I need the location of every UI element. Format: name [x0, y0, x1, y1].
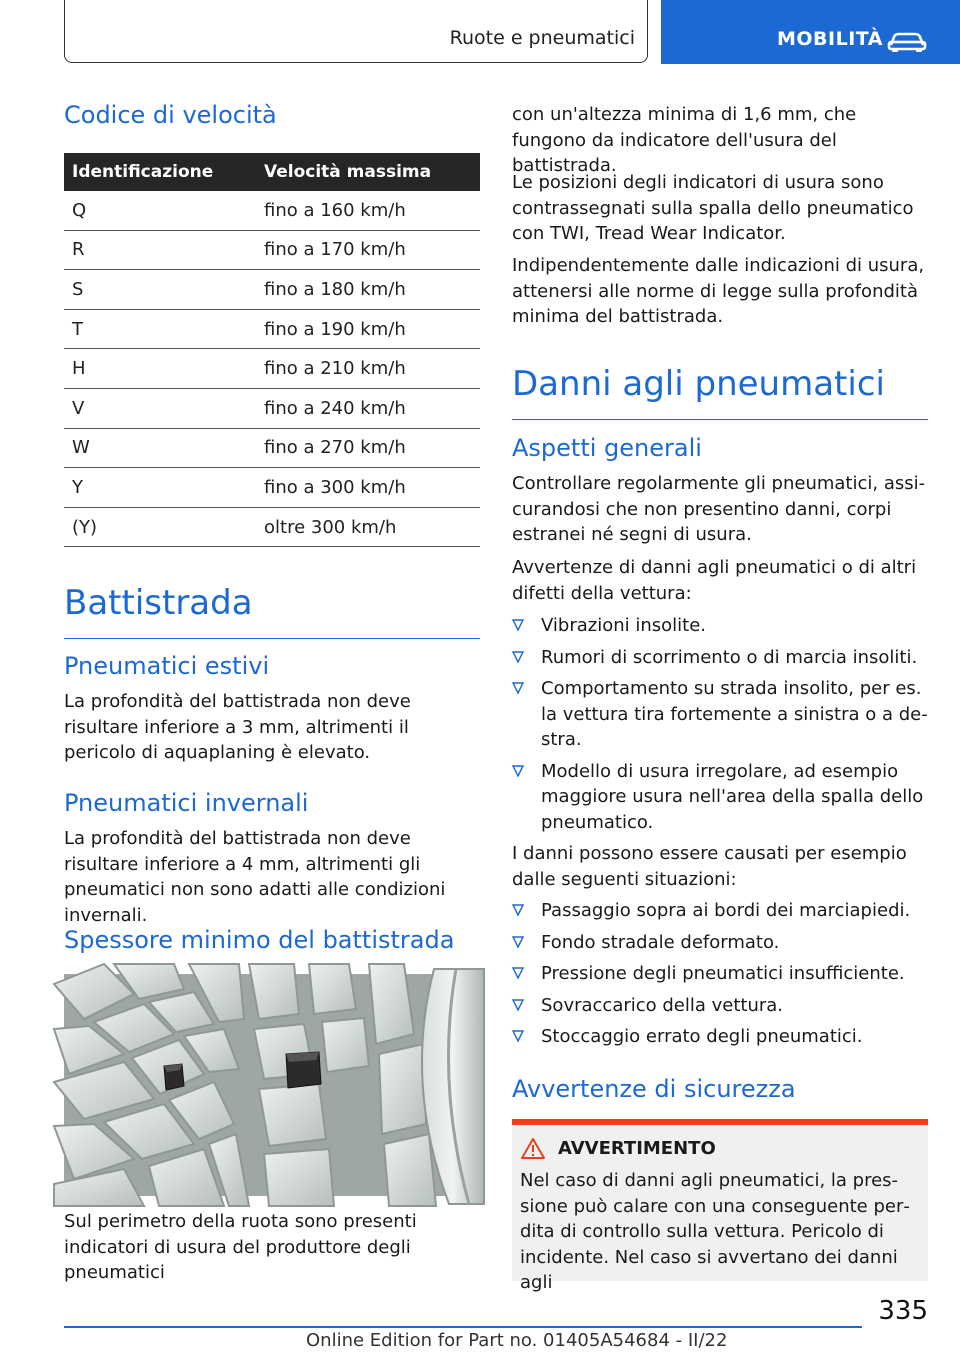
table-header-row	[64, 153, 480, 191]
list-item	[512, 898, 928, 924]
speed-code-table	[64, 153, 480, 547]
bullet-triangle-icon	[512, 904, 524, 916]
bullet-triangle-icon	[512, 682, 524, 694]
list-item	[512, 993, 928, 1019]
max-speed-cell: fino a 190 km/h	[256, 309, 480, 349]
edition-footer: Online Edition for Part no. 01405A54684 - II/22	[306, 1330, 728, 1351]
column-header: Velocità massima	[256, 153, 480, 191]
safety-heading: Avvertenze di sicurezza	[512, 1075, 796, 1103]
bullet-triangle-icon	[512, 936, 524, 948]
summer-tires-heading: Pneumatici estivi	[64, 652, 270, 680]
chapter-header-box	[64, 0, 648, 63]
speed-code-cell: H	[64, 349, 256, 389]
max-speed-cell: fino a 160 km/h	[256, 191, 480, 230]
page-header	[0, 0, 960, 66]
list-item-text: Passaggio sopra ai bordi dei marciapiedi.	[541, 900, 911, 921]
speed-code-cell: V	[64, 388, 256, 428]
list-item-text: Pressione degli pneumatici insufficiente.	[541, 963, 905, 984]
list-item-text: Stoccaggio errato degli pneumatici.	[541, 1026, 863, 1047]
winter-tires-heading: Pneumatici invernali	[64, 789, 309, 817]
damage-causes-intro: I danni possono essere causati per esempio dalle seguenti situazioni:	[512, 843, 907, 890]
bullet-triangle-icon	[512, 967, 524, 979]
table-row	[64, 388, 480, 428]
list-item-text: Modello di usura irregolare, ad esempio maggiore usura nell'area della spalla dello pneumatico.	[541, 760, 924, 833]
list-item	[512, 1024, 928, 1050]
table-row	[64, 230, 480, 270]
warning-header	[520, 1137, 920, 1160]
list-item-text: Vibrazioni insolite.	[541, 615, 707, 636]
bullet-triangle-icon	[512, 651, 524, 663]
speed-code-cell: Y	[64, 468, 256, 508]
list-item-text: Rumori di scorrimento o di marcia insoliti.	[541, 646, 918, 668]
max-speed-cell: fino a 170 km/h	[256, 230, 480, 270]
damage-causes-list	[512, 898, 928, 1056]
footer-divider	[64, 1326, 862, 1328]
list-item-text: Fondo stradale deformato.	[541, 931, 780, 953]
section-tab-label: MOBILITÀ	[777, 28, 883, 50]
speed-code-cell: R	[64, 230, 256, 270]
table-row	[64, 270, 480, 310]
bullet-triangle-icon	[512, 765, 524, 777]
table-row	[64, 191, 480, 230]
warning-title: AVVERTIMENTO	[558, 1138, 716, 1159]
wear-indicators-text: Sul perimetro della ruota sono presenti indicatori di usura del produttore degli pneumatici	[64, 1211, 417, 1283]
summer-tires-text: La profondità del battistrada non deve risultare inferiore a 3 mm, altrimenti il pericolo di aquaplaning è elevato.	[64, 691, 411, 763]
warning-text: Nel caso di danni agli pneumatici, la pressione può calare con una conseguente perdita di controllo sulla vettura. Pericolo di incidente. Nel caso si avvertano dei danni agli	[520, 1170, 910, 1293]
list-item	[512, 759, 928, 836]
max-speed-cell: fino a 270 km/h	[256, 428, 480, 468]
damage-signs-list	[512, 613, 928, 841]
list-item	[512, 930, 928, 956]
bullet-triangle-icon	[512, 1030, 524, 1042]
list-item	[512, 613, 928, 639]
bullet-triangle-icon	[512, 999, 524, 1011]
chapter-title: Ruote e pneumatici	[449, 27, 635, 49]
max-speed-cell: fino a 210 km/h	[256, 349, 480, 389]
speed-code-cell: S	[64, 270, 256, 310]
page-number: 335	[878, 1296, 928, 1326]
legal-depth-text: Indipendentemente dalle indicazioni di usura, attenersi alle norme di legge sulla profondità minima del battistrada.	[512, 255, 925, 327]
warning-box	[512, 1119, 928, 1293]
max-speed-cell: fino a 300 km/h	[256, 468, 480, 508]
tire-damage-heading: Danni agli pneumatici	[512, 364, 928, 420]
general-aspects-text: Controllare regolarmente gli pneumatici, assicurandosi che non presentino danni, corpi estranei né segni di usura.	[512, 473, 926, 545]
min-tread-heading: Spessore minimo del battistrada	[64, 926, 455, 954]
column-header: Identificazione	[64, 153, 256, 191]
damage-signs-intro: Avvertenze di danni agli pneumatici o di altri difetti della vettura:	[512, 557, 917, 604]
speed-code-cell: (Y)	[64, 507, 256, 547]
table-row	[64, 309, 480, 349]
speed-code-cell: W	[64, 428, 256, 468]
bullet-triangle-icon	[512, 619, 524, 631]
max-speed-cell: fino a 240 km/h	[256, 388, 480, 428]
list-item-text: Sovraccarico della vettura.	[541, 994, 784, 1016]
car-icon	[887, 29, 927, 53]
tread-wear-illustration	[64, 974, 480, 1196]
general-aspects-heading: Aspetti generali	[512, 434, 702, 462]
speed-code-cell: Q	[64, 191, 256, 230]
winter-tires-text: La profondità del battistrada non deve risultare inferiore a 4 mm, altrimenti gli pneumatici non sono adatti alle condizioni invernali.	[64, 828, 446, 926]
list-item	[512, 676, 928, 753]
min-height-text: con un'altezza minima di 1,6 mm, che fungono da indicatore dell'usura del battistrada.	[512, 104, 857, 176]
speed-code-heading: Codice di velocità	[64, 101, 277, 129]
tread-heading: Battistrada	[64, 583, 480, 639]
tire-tread-image	[64, 974, 480, 1196]
section-tab	[661, 0, 960, 64]
speed-code-cell: T	[64, 309, 256, 349]
warning-triangle-icon	[520, 1137, 546, 1160]
list-item	[512, 645, 928, 671]
list-item-text: Comportamento su strada insolito, per es. la vettura tira fortemente a sinistra o a destra.	[541, 678, 928, 750]
table-row	[64, 428, 480, 468]
table-row	[64, 507, 480, 547]
twi-text: Le posizioni degli indicatori di usura sono contrassegnati sulla spalla dello pneumatico con TWI, Tread Wear Indicator.	[512, 172, 914, 244]
max-speed-cell: oltre 300 km/h	[256, 507, 480, 547]
table-row	[64, 468, 480, 508]
list-item	[512, 961, 928, 987]
max-speed-cell: fino a 180 km/h	[256, 270, 480, 310]
table-row	[64, 349, 480, 389]
